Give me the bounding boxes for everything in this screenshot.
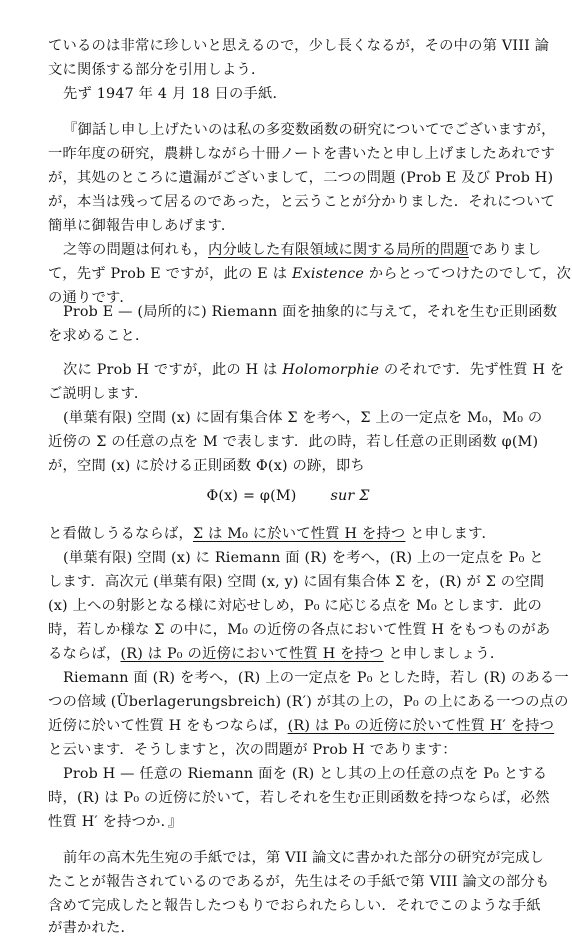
text-line: ているのは非常に珍しいと思えるので，少し長くなるが，その中の第 VIII 論 xyxy=(48,38,550,54)
letter-line: が，其処のところに遺漏がございまして，二つの問題 (Prob E 及び Prob H) xyxy=(48,170,554,186)
letter-line: 簡単に御報告申しあげます． xyxy=(48,218,236,234)
letter-line: (単葉有限) 空間 (x) に固有集合体 Σ を考へ，Σ 上の一定点を M₀，M₀ の xyxy=(63,410,543,426)
letter-line: て，先ず Prob E ですが，此の E は Existence からとってつけたのでして，次 xyxy=(48,266,572,282)
letter-line: るならば，(R) は P₀ の近傍において性質 H を持つ と申しましょう． xyxy=(48,646,505,662)
prob-h-statement: Prob H — 任意の Riemann 面を (R) とし其の上の任意の点を P₀ とする xyxy=(63,766,548,782)
letter-line: と云います．そうしますと，次の問題が Prob H であります： xyxy=(48,742,457,758)
letter-line: つの倍域 (Überlagerungsbreich) (R′) が其の上の，P₀ の上にある一つの点の xyxy=(48,694,569,710)
text-line: 文に関係する部分を引用しよう． xyxy=(48,62,266,78)
letter-line: (x) 上への射影となる様に対応せしめ，P₀ に応じる点を M₀ とします．此の xyxy=(48,598,543,614)
text-line: 含めて完成したと報告したつもりでおられたらしい．それでこのような手紙 xyxy=(48,898,541,914)
letter-line: Riemann 面 (R) を考へ，(R) 上の一定点を P₀ とした時，若し (R) のある一 xyxy=(63,670,569,686)
letter-line: と看做しうるならば，Σ は M₀ に於いて性質 H を持つ と申します． xyxy=(48,526,496,542)
letter-line: 近傍の Σ の任意の点を M で表します．此の時，若し任意の正則函数 φ(M) xyxy=(48,434,539,450)
prob-h-statement: 性質 H′ を持つか．』 xyxy=(48,814,183,830)
text-line: が書かれた． xyxy=(48,920,135,936)
text-line: 前年の高木先生宛の手紙では，第 VII 論文に書かれた部分の研究が完成し xyxy=(63,850,545,866)
underlined-phrase: 内分岐した有限領域に関する局所的問題 xyxy=(207,242,469,258)
italic-term: Holomorphie xyxy=(282,362,380,378)
prob-e-statement: Prob E — (局所的に) Riemann 面を抽象的に与えて，それを生む正則函数 xyxy=(63,304,558,320)
prob-h-statement: 時，(R) は P₀ の近傍に於いて，若しそれを生む正則函数を持つならば，必然 xyxy=(48,790,550,806)
letter-line: が，空間 (x) に於ける正則函数 Φ(x) の跡，即ち xyxy=(48,458,365,474)
letter-line: の通りです． xyxy=(48,290,134,306)
letter-line: 近傍に於いて性質 H をもつならば，(R) は P₀ の近傍に於いて性質 H′ を持つ xyxy=(48,718,555,734)
letter-line: が，本当は残って居るのであった，と云うことが分かりました．それについて xyxy=(48,194,555,210)
letter-line: 時，若しか様な Σ の中に，M₀ の近傍の各点において性質 H をもつものがあ xyxy=(48,622,551,638)
letter-line: 之等の問題は何れも，内分岐した有限領域に関する局所的問題でありまし xyxy=(63,242,542,258)
letter-line: (単葉有限) 空間 (x) に Riemann 面 (R) を考へ，(R) 上の一定点を P₀ と xyxy=(63,550,544,566)
underlined-phrase: (R) は P₀ の近傍に於いて性質 H′ を持つ xyxy=(287,718,555,734)
italic-term: Existence xyxy=(291,266,365,282)
letter-line: 次に Prob H ですが，此の H は Holomorphie のそれです．先ず性質 H を xyxy=(63,362,565,378)
letter-line: ご説明します． xyxy=(48,386,149,402)
letter-line: 『御話し申し上げたいのは私の多変数函数の研究についてでございますが， xyxy=(63,122,556,138)
text-line: 先ず 1947 年 4 月 18 日の手紙． xyxy=(63,86,288,102)
underlined-phrase: (R) は P₀ の近傍において性質 H を持つ xyxy=(120,646,384,662)
display-equation: Φ(x) = φ(M) sur Σ xyxy=(206,488,370,504)
letter-line: 一昨年度の研究，農耕しながら十冊ノートを書いたと申し上げましたあれです xyxy=(48,146,555,162)
letter-line: します．高次元 (単葉有限) 空間 (x, y) に固有集合体 Σ を，(R) が Σ の空間 xyxy=(48,574,545,590)
underlined-phrase: Σ は M₀ に於いて性質 H を持つ xyxy=(192,526,406,542)
text-line: たことが報告されているのであるが，先生はその手紙で第 VIII 論文の部分も xyxy=(48,874,550,890)
prob-e-statement: を求めること． xyxy=(48,328,150,344)
